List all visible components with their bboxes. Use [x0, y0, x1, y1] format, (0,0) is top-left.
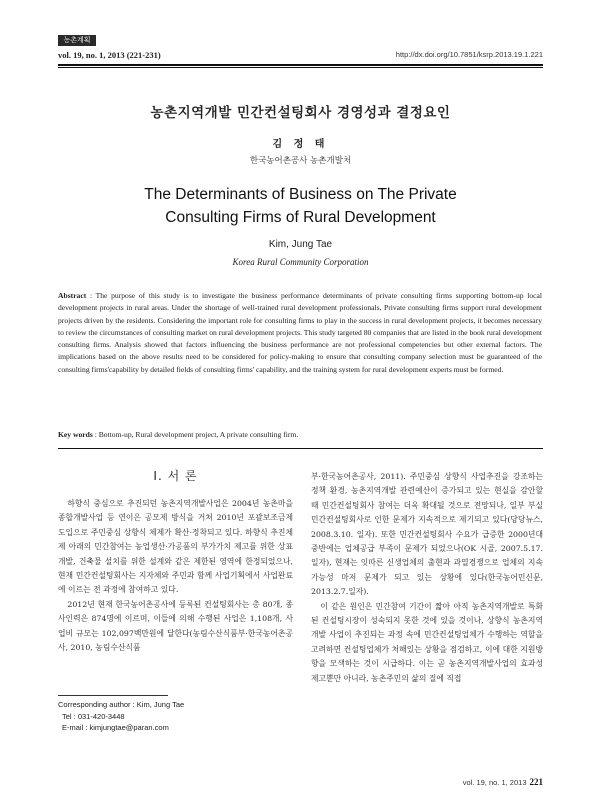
footnote-rule	[58, 695, 168, 696]
footnote-author: Corresponding author : Kim, Jung Tae	[58, 700, 185, 709]
keywords-text: : Bottom-up, Rural development project, A private consulting firm.	[92, 430, 299, 439]
english-author: Kim, Jung Tae	[268, 239, 333, 250]
header-rule	[58, 64, 543, 66]
abstract-label: Abstract	[58, 291, 87, 300]
keywords	[58, 430, 542, 439]
footnote-tel: Tel : 031-420-3448	[62, 711, 125, 721]
body-column-left	[58, 497, 293, 655]
page-number: 221	[529, 777, 543, 787]
footnote-email[interactable]: E-mail : kimjungtae@paran.com	[62, 723, 169, 732]
korean-affiliation: 한국농어촌공사 농촌개발처	[249, 156, 352, 166]
abstract	[58, 290, 542, 376]
english-title-line-1: The Determinants of Business on The Private	[144, 186, 457, 203]
doi-link[interactable]: http://dx.doi.org/10.7851/ksrp.2013.19.1.221	[395, 50, 543, 59]
keywords-rule	[58, 448, 543, 449]
abstract-text: : The purpose of this study is to investigate the business performance determinants of private consulting firms supporting bottom-up local development projects in rural areas. Under the shortage of well-trained rural development professionals, Private consulting firms support rural development projects driven by the residents. Considering the important role for consulting firms to play in the success in rural development projects, it becomes necessary to review the circumstances of consulting market on rural development projects. This study targeted 80 companies that are listed in the book rural development consulting firms. Analysis showed that factors influencing the business performance are not professional competencies but other external factors. The implications based on the above results need to be considered for policy-making to ensure that consulting company selection must be guaranteed of the consulting firms'capability by detailed fields of consulting firms' capability, and the training system for rural development experts must be formed.	[58, 291, 542, 374]
body-column-right	[311, 470, 543, 686]
body-paragraph: 이 같은 원인은 민간참여 기간이 짧아 아직 농촌지역개발로 특화된 컨설팅시장이 성숙되지 못한 것에 있을 것이나, 상향식 농촌지역개발 사업이 추진되는 과정 속에 민간컨설팅업체가 수행하는 역할을 고려하면 컨설팅업체가 처해있는 상황을 점검하고, 이에 대한 지원방향을 모색하는 것이 시급하다. 이는 곧 농촌지역개발사업의 효과성 제고뿐만 아니라, 농촌주민의 삶의 질에 직접	[311, 601, 543, 683]
body-paragraph: 부·한국농어촌공사, 2011). 주민중심 상향식 사업추진을 강조하는 정책 환경, 농촌지역개발 관련예산이 증가되고 있는 현실을 감안할 때 민간컨설팅회사 참여는 더욱 확대될 것으로 전망되나, 일부 부실 민간컨설팅회사로 인한 문제가 지속적으로 제기되고 있다(당당뉴스, 2008.3.10. 일자). 또한 민간컨설팅회사 수요가 급증한 2000년대 중반에는 업체공급 부족이 문제가 되었으나(OK 시골, 2007.5.17. 일자), 현재는 잇따른 신생업체의 출현과 과열경쟁으로 업체의 지속가능성 마저 문제가 되고 있는 상황에 있다(한국농어민신문, 2013.2.7.일자).	[311, 472, 543, 597]
corresponding-author-footnote	[58, 699, 293, 734]
english-title	[58, 183, 543, 229]
keywords-label: Key words	[58, 430, 93, 439]
body-paragraph: 2012년 현재 한국농어촌공사에 등록된 컨설팅회사는 총 80개, 종사인력은 874명에 이르며, 이들에 의해 수행된 사업은 1,108개, 사업비 규모는 102,097백만원에 달한다(농림수산식품부·한국농어촌공사, 2010, 농림수산식품	[58, 599, 293, 653]
header-rule-thin	[58, 67, 543, 68]
body-paragraph: 하향식 중심으로 추진되던 농촌지역개발사업은 2004년 농촌마을종합개발사업 등 연이은 공모제 방식을 거쳐 2010년 포괄보조금제 도입으로 주민중심 상향식 체제가 확산·정착되고 있다. 하향식 추진체제 아래의 민간참여는 농업생산·가공품의 부가가치 제고를 위한 상표개발, 건축물 설치를 위한 설계와 같은 제한된 영역에 한정되었으나, 현재 민간컨설팅회사는 지자체와 주민과 함께 사업기획에서 사업완료에 이르는 전 과정에 참여하고 있다.	[58, 499, 293, 595]
section-heading: I. 서 론	[153, 469, 198, 483]
korean-author: 김 정 태	[272, 139, 329, 150]
volume-info: vol. 19, no. 1, 2013 (221-231)	[58, 50, 161, 60]
english-affiliation: Korea Rural Community Corporation	[232, 257, 369, 267]
footer-issue: vol. 19, no. 1, 2013	[462, 778, 527, 787]
journal-badge: 농촌계획	[58, 35, 96, 46]
korean-title: 농촌지역개발 민간컨설팅회사 경영성과 결정요인	[150, 105, 451, 121]
english-title-line-2: Consulting Firms of Rural Development	[165, 209, 436, 226]
page-footer	[463, 777, 543, 787]
